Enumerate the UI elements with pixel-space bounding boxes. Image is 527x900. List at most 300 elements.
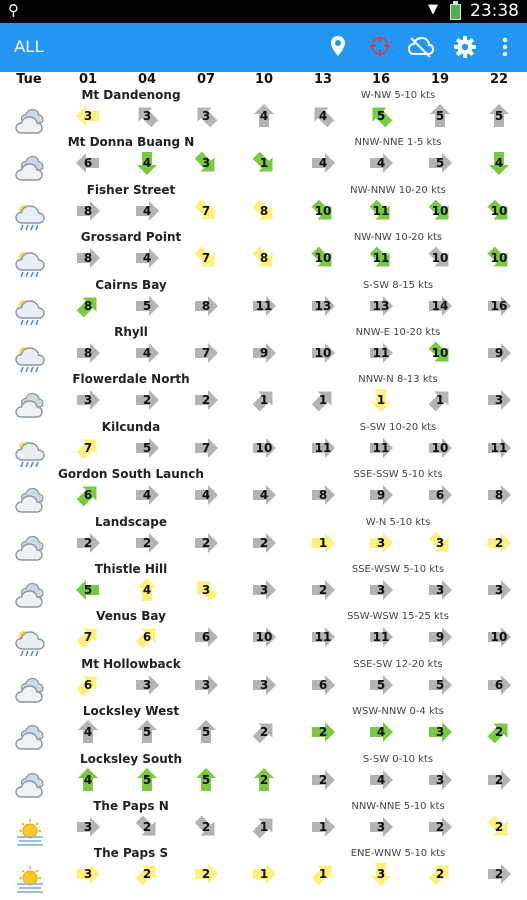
wind-speed: 6 [83,677,93,692]
site-row[interactable] [0,704,527,751]
wind-speed: 2 [259,772,269,787]
wind-range: SSE-SSW 5-10 kts [353,469,443,481]
wind-arrow [368,767,394,793]
wind-arrow [486,624,512,650]
wind-speed: 8 [201,298,211,313]
wind-arrow [75,150,101,176]
wind-speed: 3 [83,820,93,834]
wind-arrow [427,198,453,224]
wind-arrow [486,293,512,319]
wind-speed: 5 [142,772,152,787]
wind-speed: 2 [494,772,504,787]
wind-arrow [486,198,512,224]
app-bar [0,23,527,72]
site-row[interactable] [0,752,527,799]
wind-speed: 3 [259,583,269,597]
wind-speed: 2 [435,867,445,882]
wind-arrow [134,624,160,650]
wind-speed: 7 [201,440,211,455]
wind-arrow [368,624,394,650]
wind-arrow [251,198,277,224]
wind-arrow [75,482,101,508]
wind-arrow [368,245,394,271]
wind-speed: 16 [490,298,508,313]
wind-arrow [251,861,277,887]
site-row[interactable] [0,372,527,419]
wind-speed: 8 [83,251,93,266]
wind-arrow [251,767,277,793]
wind-speed: 2 [142,820,152,834]
site-name: Fisher Street [86,182,176,197]
wind-arrow [75,861,101,887]
wind-speed: 11 [490,440,508,455]
wind-speed: 10 [255,440,273,455]
hour-label: 19 [430,72,450,87]
wind-speed: 4 [201,488,211,503]
wind-arrow [486,861,512,887]
wind-speed: 1 [318,867,328,882]
wind-range: ENE-WNW 5-10 kts [350,848,446,860]
wind-speed: 1 [259,820,269,834]
wind-speed: 3 [376,867,386,882]
hour-label: 04 [137,72,157,87]
wind-speed: 2 [494,535,504,550]
wind-speed: 3 [201,109,211,123]
wind-arrow [134,293,160,319]
wind-speed: 11 [372,630,390,645]
wind-speed: 5 [435,677,445,692]
wind-range: S-SW 10-20 kts [359,421,437,433]
wind-arrow [193,814,219,840]
wind-speed: 5 [376,109,386,123]
hour-label: 16 [371,72,391,87]
wind-arrow [368,672,394,698]
site-row[interactable] [0,609,527,656]
site-name: Locksley West [82,704,180,719]
wind-speed: 5 [435,109,445,123]
wind-arrow [134,767,160,793]
wind-arrow [486,103,512,129]
wind-arrow [368,577,394,603]
wind-arrow [486,482,512,508]
site-row[interactable] [0,325,527,372]
wind-speed: 5 [376,677,386,692]
wind-arrow [193,293,219,319]
wind-speed: 10 [314,346,332,360]
wind-speed: 1 [259,867,269,882]
wind-speed: 4 [142,203,152,218]
wind-speed: 2 [435,820,445,834]
wind-arrow [310,577,336,603]
wind-speed: 3 [142,677,152,692]
wind-speed: 2 [318,583,328,597]
wind-range: NW-NW 10-20 kts [353,232,443,244]
wind-speed: 3 [376,583,386,597]
wind-arrow [251,150,277,176]
wind-speed: 2 [259,535,269,550]
wind-speed: 3 [435,772,445,787]
wind-speed: 3 [259,677,269,692]
wind-speed: 9 [259,346,269,360]
wind-speed: 9 [376,488,386,503]
wind-arrow [75,293,101,319]
wind-arrow [310,814,336,840]
wind-speed: 2 [83,535,93,550]
wind-arrow [310,530,336,556]
wind-arrow [368,340,394,366]
wind-speed: 7 [83,630,93,645]
wind-arrow [193,624,219,650]
wind-arrow [134,482,160,508]
wind-arrow [193,767,219,793]
wind-arrow [427,624,453,650]
wind-arrow [75,672,101,698]
wind-speed: 3 [494,393,504,408]
wind-speed: 8 [259,203,269,218]
site-name: Venus Bay [96,609,166,624]
wind-range: S-SW 8-15 kts [362,279,434,291]
wind-speed: 5 [83,583,93,597]
overflow-menu-icon[interactable] [502,37,508,61]
wind-arrow [134,103,160,129]
wind-arrow [427,861,453,887]
wind-arrow [251,245,277,271]
wind-speed: 3 [435,535,445,550]
wind-arrow [134,198,160,224]
wind-speed: 8 [318,488,328,503]
wind-speed: 1 [259,156,269,171]
wind-arrow [310,719,336,745]
wind-arrow [427,340,453,366]
wind-speed: 11 [314,630,332,645]
wind-range: NNW-NNE 5-10 kts [351,801,445,812]
site-name: Kilcunda [101,419,161,434]
wind-arrow [251,719,277,745]
wifi-icon: ▼ [428,2,438,17]
gear-icon[interactable] [454,36,476,62]
wind-speed: 10 [490,630,508,645]
wind-arrow [427,387,453,413]
site-name: Flowerdale North [72,372,190,387]
wind-arrow [368,861,394,887]
status-bar [0,0,527,23]
wind-arrow [486,814,512,840]
wind-speed: 14 [431,298,449,313]
wind-arrow [134,387,160,413]
wind-speed: 3 [494,583,504,597]
hour-label: 10 [254,72,274,87]
wind-arrow [75,719,101,745]
wind-speed: 11 [372,251,390,266]
wind-arrow [134,672,160,698]
site-row[interactable] [0,230,527,277]
wind-speed: 2 [494,725,504,740]
wind-speed: 11 [372,203,390,218]
wind-speed: 10 [255,630,273,645]
wind-arrow [368,814,394,840]
wind-arrow [486,530,512,556]
wind-speed: 2 [259,725,269,740]
wind-speed: 2 [318,772,328,787]
site-name: Mt Donna Buang N [67,135,195,150]
wind-range: SSW-WSW 15-25 kts [347,611,449,623]
wind-speed: 8 [83,298,93,313]
wind-speed: 10 [431,440,449,455]
wind-arrow [193,387,219,413]
site-row[interactable] [0,799,527,846]
wind-speed: 8 [259,251,269,266]
wind-speed: 6 [435,488,445,503]
wind-speed: 2 [142,535,152,550]
wind-speed: 2 [201,820,211,834]
wind-speed: 3 [201,156,211,171]
site-row[interactable] [0,515,527,562]
site-row[interactable] [0,420,527,467]
wind-arrow [310,387,336,413]
wind-arrow [486,672,512,698]
wind-speed: 10 [431,203,449,218]
wind-speed: 6 [83,488,93,503]
wind-range: W-NW 5-10 kts [360,90,436,101]
wind-range: NNW-E 10-20 kts [355,327,441,338]
wind-speed: 4 [494,156,504,171]
wind-speed: 10 [490,203,508,218]
wind-arrow [193,340,219,366]
wind-speed: 8 [83,346,93,360]
site-name: Grossard Point [80,230,182,245]
wind-speed: 4 [142,583,152,597]
site-row[interactable] [0,135,527,182]
wind-arrow [427,293,453,319]
wind-arrow [310,672,336,698]
wind-speed: 5 [142,298,152,313]
site-name: The Paps S [93,846,169,861]
wind-arrow [310,150,336,176]
wind-speed: 10 [431,251,449,266]
wind-speed: 3 [435,583,445,597]
location-icon[interactable] [330,35,346,61]
wind-speed: 3 [83,867,93,882]
wind-speed: 7 [83,440,93,455]
wind-arrow [251,577,277,603]
compass-icon[interactable] [368,34,392,62]
wind-arrow [427,530,453,556]
wind-arrow [251,482,277,508]
hour-label: 13 [313,72,333,87]
site-row[interactable] [0,183,527,230]
wind-arrow [310,767,336,793]
wind-speed: 10 [490,251,508,266]
wind-speed: 9 [494,346,504,360]
wind-arrow [251,530,277,556]
wind-speed: 3 [435,725,445,740]
wind-speed: 5 [142,725,152,740]
wind-arrow [368,435,394,461]
wind-arrow [486,150,512,176]
wind-arrow [75,577,101,603]
wind-speed: 1 [318,535,328,550]
wind-speed: 2 [201,867,211,882]
wind-arrow [75,387,101,413]
wind-speed: 6 [83,156,93,171]
wind-speed: 3 [201,677,211,692]
wind-speed: 11 [372,440,390,455]
wind-range: NNW-NNE 1-5 kts [354,137,442,149]
wind-arrow [486,340,512,366]
wind-arrow [310,435,336,461]
wind-speed: 4 [142,156,152,171]
wind-speed: 4 [83,772,93,787]
wind-arrow [134,150,160,176]
wind-speed: 7 [201,346,211,360]
wind-arrow [427,814,453,840]
wind-speed: 4 [259,488,269,503]
site-name: Mt Dandenong [81,88,181,102]
hazy-sun-icon [15,864,45,900]
site-name: Cairns Bay [95,277,167,292]
wind-arrow [193,150,219,176]
wind-arrow [134,435,160,461]
wind-speed: 5 [201,772,211,787]
wind-speed: 1 [318,393,328,408]
wind-speed: 11 [314,440,332,455]
site-row[interactable] [0,846,527,893]
site-row[interactable] [0,562,527,609]
wind-speed: 2 [142,393,152,408]
wind-speed: 1 [376,393,386,408]
app-title[interactable]: ALL [14,37,45,56]
wind-arrow [193,719,219,745]
day-label: Tue [16,72,42,87]
wind-arrow [193,577,219,603]
wind-arrow [486,577,512,603]
wind-arrow [75,103,101,129]
site-row[interactable] [0,467,527,514]
wind-range: NNW-N 8-13 kts [358,374,438,386]
wind-arrow [193,245,219,271]
wind-speed: 1 [318,820,328,834]
wind-range: W-N 5-10 kts [365,516,431,528]
wind-arrow [251,340,277,366]
wind-arrow [134,814,160,840]
wind-speed: 3 [201,583,211,597]
wind-range: SSE-WSW 5-10 kts [351,564,445,575]
wind-arrow [310,198,336,224]
wind-speed: 6 [201,630,211,645]
status-clock: 23:38 [470,1,519,21]
wind-speed: 3 [142,109,152,123]
site-name: Locksley South [79,751,183,766]
wind-arrow [368,293,394,319]
wind-speed: 4 [259,109,269,123]
hour-label: 22 [489,72,509,87]
wind-speed: 6 [318,677,328,692]
wind-arrow [75,624,101,650]
wind-arrow [75,340,101,366]
site-name: Mt Hollowback [81,656,181,671]
wind-speed: 5 [494,109,504,123]
wind-speed: 3 [83,393,93,408]
wind-speed: 2 [142,867,152,882]
wind-arrow [310,293,336,319]
wind-arrow [251,814,277,840]
site-row[interactable] [0,278,527,325]
wind-arrow [193,530,219,556]
wind-arrow [368,719,394,745]
wind-arrow [310,103,336,129]
wind-arrow [486,387,512,413]
wind-arrow [134,530,160,556]
wind-speed: 2 [494,820,504,834]
wind-speed: 4 [376,772,386,787]
wind-arrow [251,435,277,461]
site-name: Rhyll [114,325,148,339]
wind-speed: 13 [314,298,332,313]
wind-arrow [75,767,101,793]
wind-speed: 4 [318,109,328,123]
wind-speed: 6 [142,630,152,645]
wind-arrow [427,577,453,603]
wind-speed: 7 [201,251,211,266]
wind-arrow [134,245,160,271]
wind-arrow [310,624,336,650]
site-name: The Paps N [93,799,169,813]
wind-speed: 2 [318,725,328,740]
wind-arrow [75,814,101,840]
wind-arrow [75,198,101,224]
wind-arrow [134,340,160,366]
wind-speed: 10 [314,203,332,218]
wind-speed: 4 [83,725,93,740]
wind-arrow [251,103,277,129]
wind-speed: 3 [83,109,93,123]
wind-speed: 5 [201,725,211,740]
wind-arrow [427,150,453,176]
wind-speed: 3 [376,535,386,550]
wind-arrow [134,719,160,745]
wind-speed: 8 [494,488,504,503]
wind-arrow [75,245,101,271]
wind-arrow [193,482,219,508]
site-row[interactable] [0,88,527,135]
wind-arrow [368,530,394,556]
wind-speed: 2 [494,867,504,882]
wind-arrow [75,530,101,556]
wind-speed: 2 [201,393,211,408]
wind-arrow [486,435,512,461]
wind-arrow [368,103,394,129]
hour-label: 01 [78,72,98,87]
wind-arrow [427,482,453,508]
wind-speed: 6 [494,677,504,692]
wind-speed: 1 [435,393,445,408]
wind-speed: 4 [142,251,152,266]
wind-arrow [427,245,453,271]
wind-arrow [134,577,160,603]
wind-arrow [251,624,277,650]
wind-speed: 8 [83,203,93,218]
wind-speed: 5 [435,156,445,171]
usb-icon: ⚲ [8,1,19,19]
wind-arrow [486,245,512,271]
cloud-off-icon[interactable] [408,36,434,62]
wind-arrow [368,150,394,176]
wind-arrow [251,387,277,413]
wind-range: NW-NNW 10-20 kts [350,184,446,196]
wind-speed: 5 [142,440,152,455]
site-row[interactable] [0,657,527,704]
wind-arrow [251,672,277,698]
